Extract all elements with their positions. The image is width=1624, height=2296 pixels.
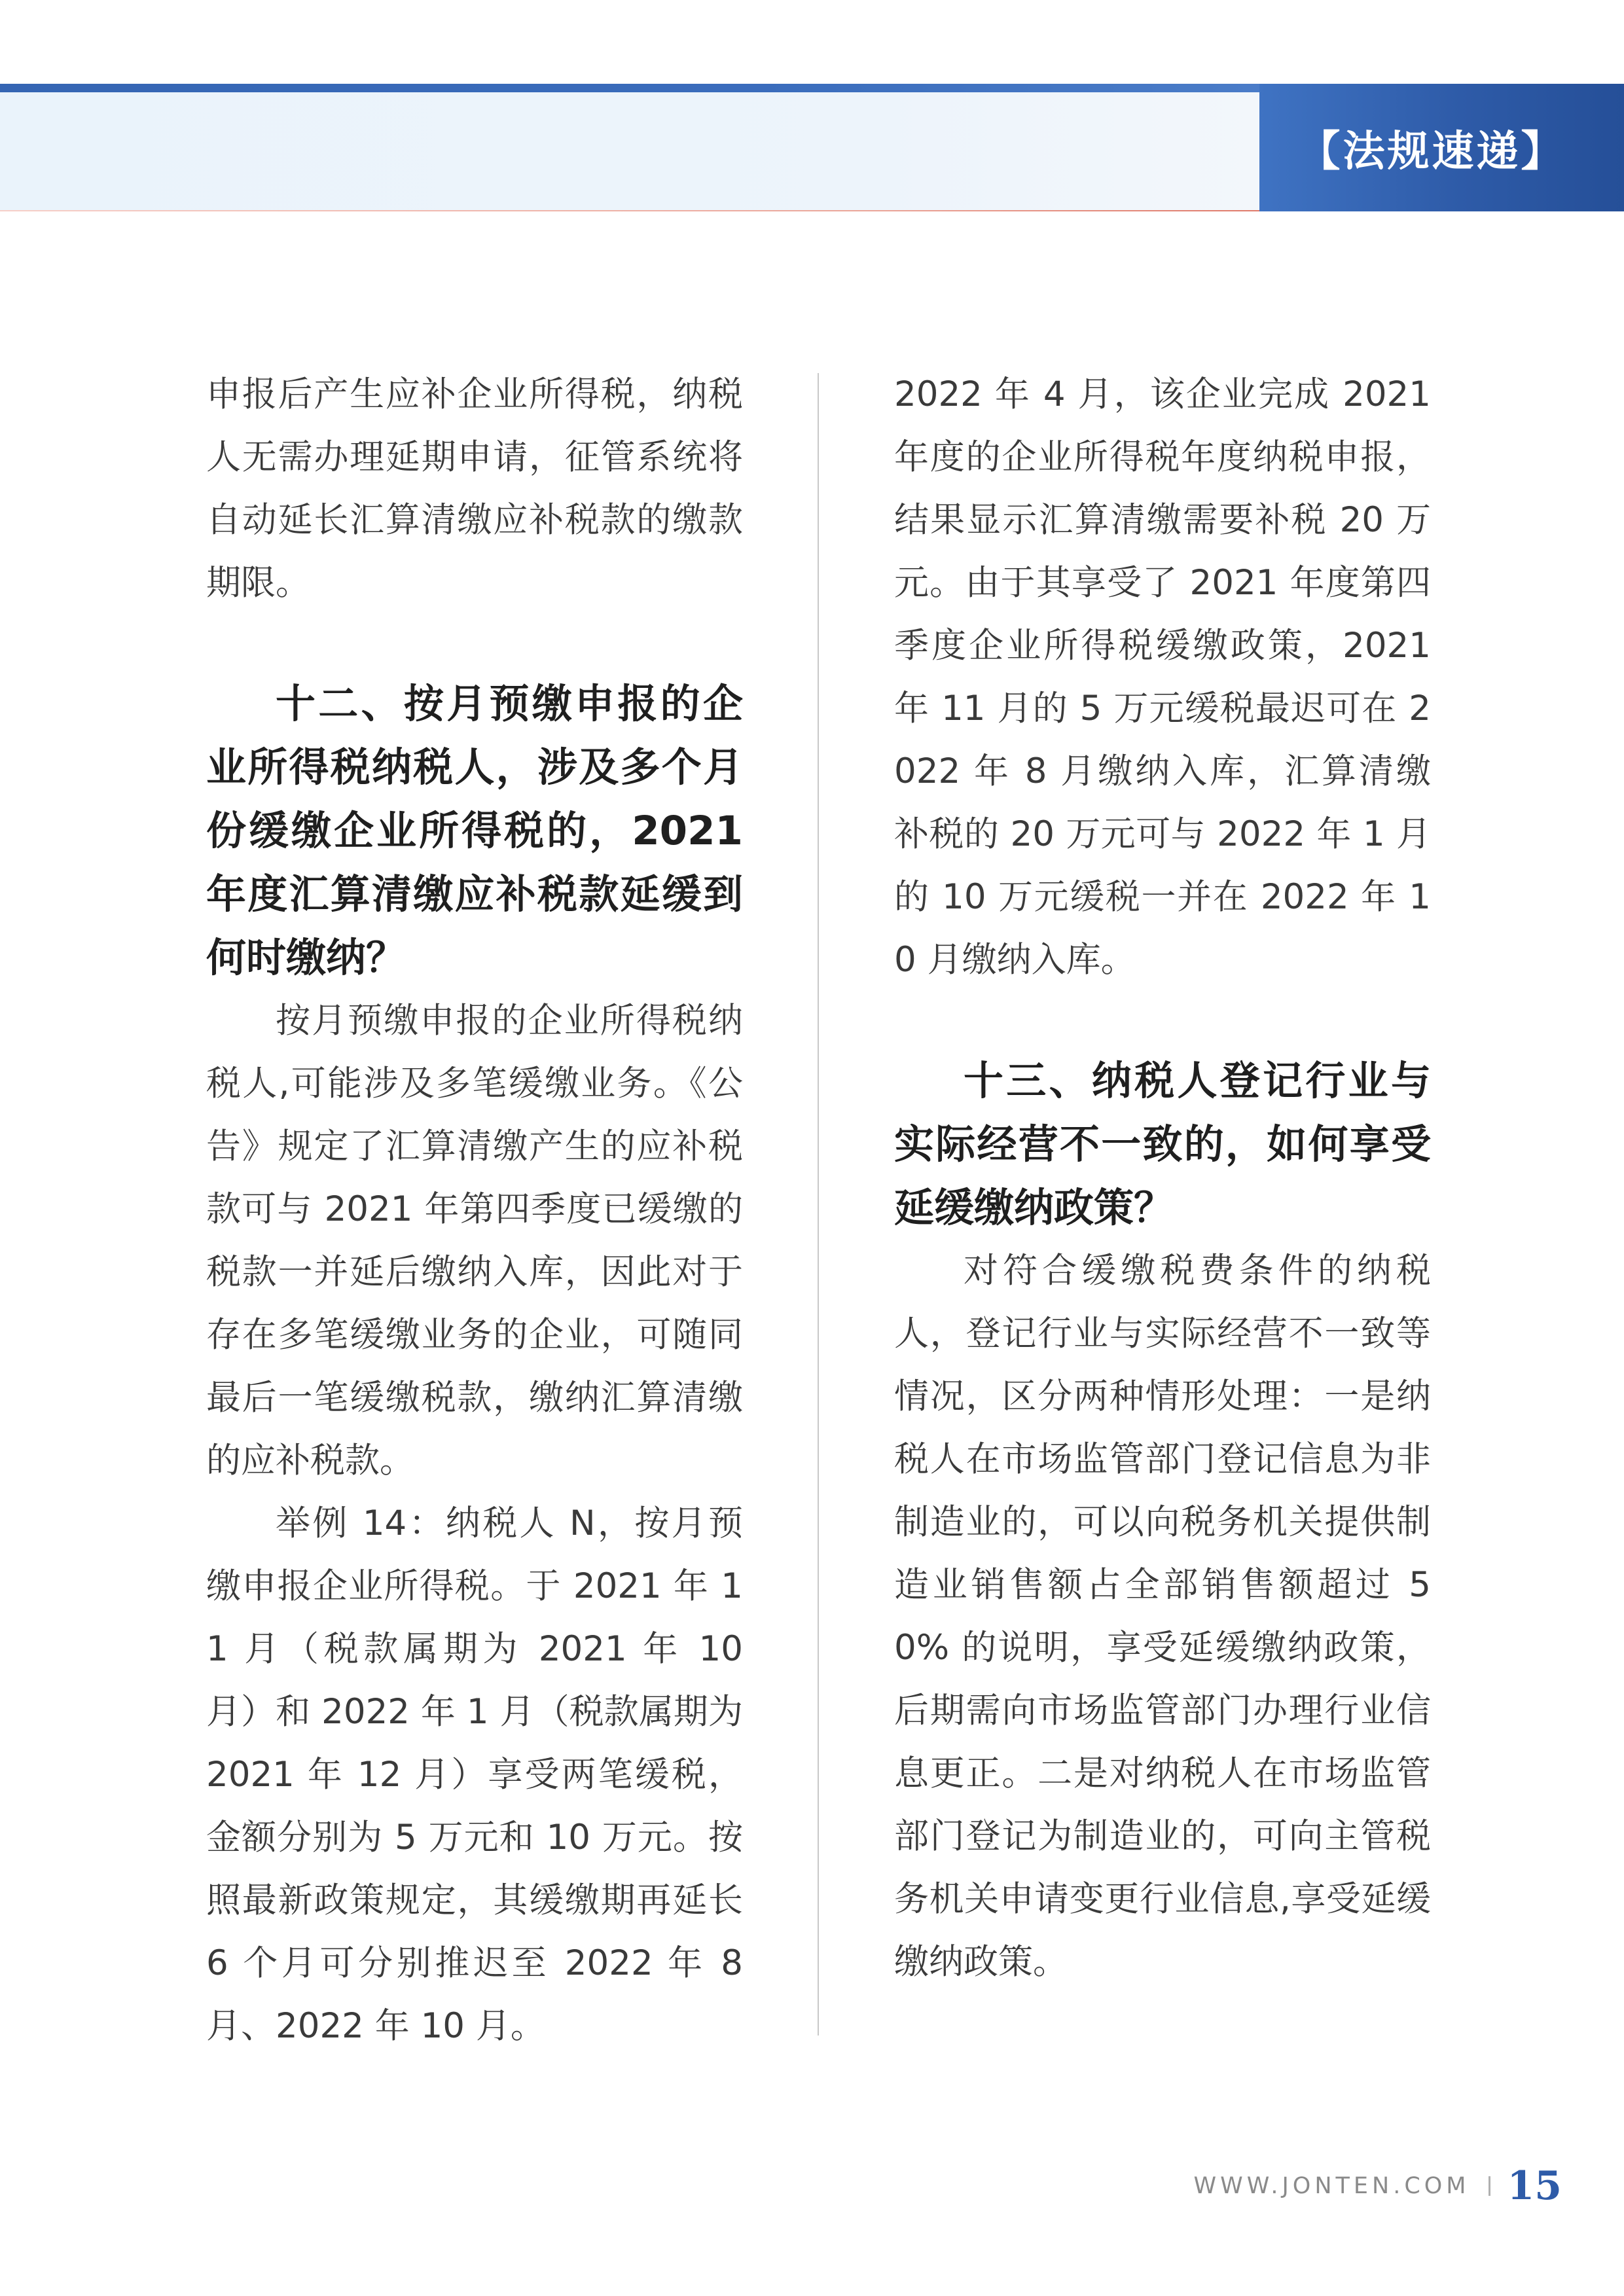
footer-separator — [1489, 2176, 1490, 2196]
header-top-rule — [0, 84, 1259, 92]
left-paragraph-1: 申报后产生应补企业所得税，纳税人无需办理延期申请，征管系统将自动延长汇算清缴应补税款的缴款期限。 — [206, 374, 743, 603]
right-paragraph-1: 2022 年 4 月，该企业完成 2021 年度的企业所得税年度纳税申报，结果显示汇算清缴需要补税 20 万元。由于其享受了 2021 年度第四季度企业所得税缓缴政策，2021 年 11 月的 5 万元缓税最迟可在 2022 年 8 月缴纳入库，汇算清缴补税的 20 万元可与 2022 年 1 月的 10 万元缓税一并在 2022 年 10 月缴纳入库。 — [894, 374, 1431, 980]
left-column — [206, 363, 743, 2058]
page-number: 15 — [1507, 2163, 1562, 2209]
page-footer — [1194, 2160, 1562, 2212]
left-paragraph-2: 按月预缴申报的企业所得税纳税人,可能涉及多笔缓缴业务。《公告》规定了汇算清缴产生的应补税款可与 2021 年第四季度已缓缴的税款一并延后缴纳入库，因此对于存在多笔缓缴业务的企业，可随同最后一笔缓缴税款，缴纳汇算清缴的应补税款。 — [206, 1001, 743, 1480]
right-column — [894, 363, 1431, 1994]
question-12-heading: 十二、按月预缴申报的企业所得税纳税人，涉及多个月份缓缴企业所得税的，2021 年度汇算清缴应补税款延缓到何时缴纳？ — [206, 681, 743, 981]
header-underline — [0, 210, 1259, 211]
header-band — [0, 92, 1259, 210]
left-paragraph-example-14: 举例 14：纳税人 N，按月预缴申报企业所得税。于 2021 年 11 月（税款属期为 2021 年 10 月）和 2022 年 1 月（税款属期为 2021 年 12 月）享受两笔缓税，金额分别为 5 万元和 10 万元。按照最新政策规定，其缓缴期再延长 6 个月可分别推迟至 2022 年 8 月、2022 年 10 月。 — [206, 1503, 743, 2046]
section-tag — [1259, 84, 1624, 211]
column-divider — [818, 373, 819, 2036]
question-13-heading: 十三、纳税人登记行业与实际经营不一致的，如何享受延缓缴纳政策？ — [894, 1058, 1431, 1231]
right-paragraph-2: 对符合缓缴税费条件的纳税人，登记行业与实际经营不一致等情况，区分两种情形处理：一是纳税人在市场监管部门登记信息为非制造业的，可以向税务机关提供制造业销售额占全部销售额超过 50% 的说明，享受延缓缴纳政策，后期需向市场监管部门办理行业信息更正。二是对纳税人在市场监管部门登记为制造业的，可向主管税务机关申请变更行业信息,享受延缓缴纳政策。 — [894, 1251, 1431, 1982]
section-tag-label: 【法规速递】 — [1298, 126, 1566, 176]
footer-url: WWW.JONTEN.COM — [1193, 2173, 1470, 2199]
